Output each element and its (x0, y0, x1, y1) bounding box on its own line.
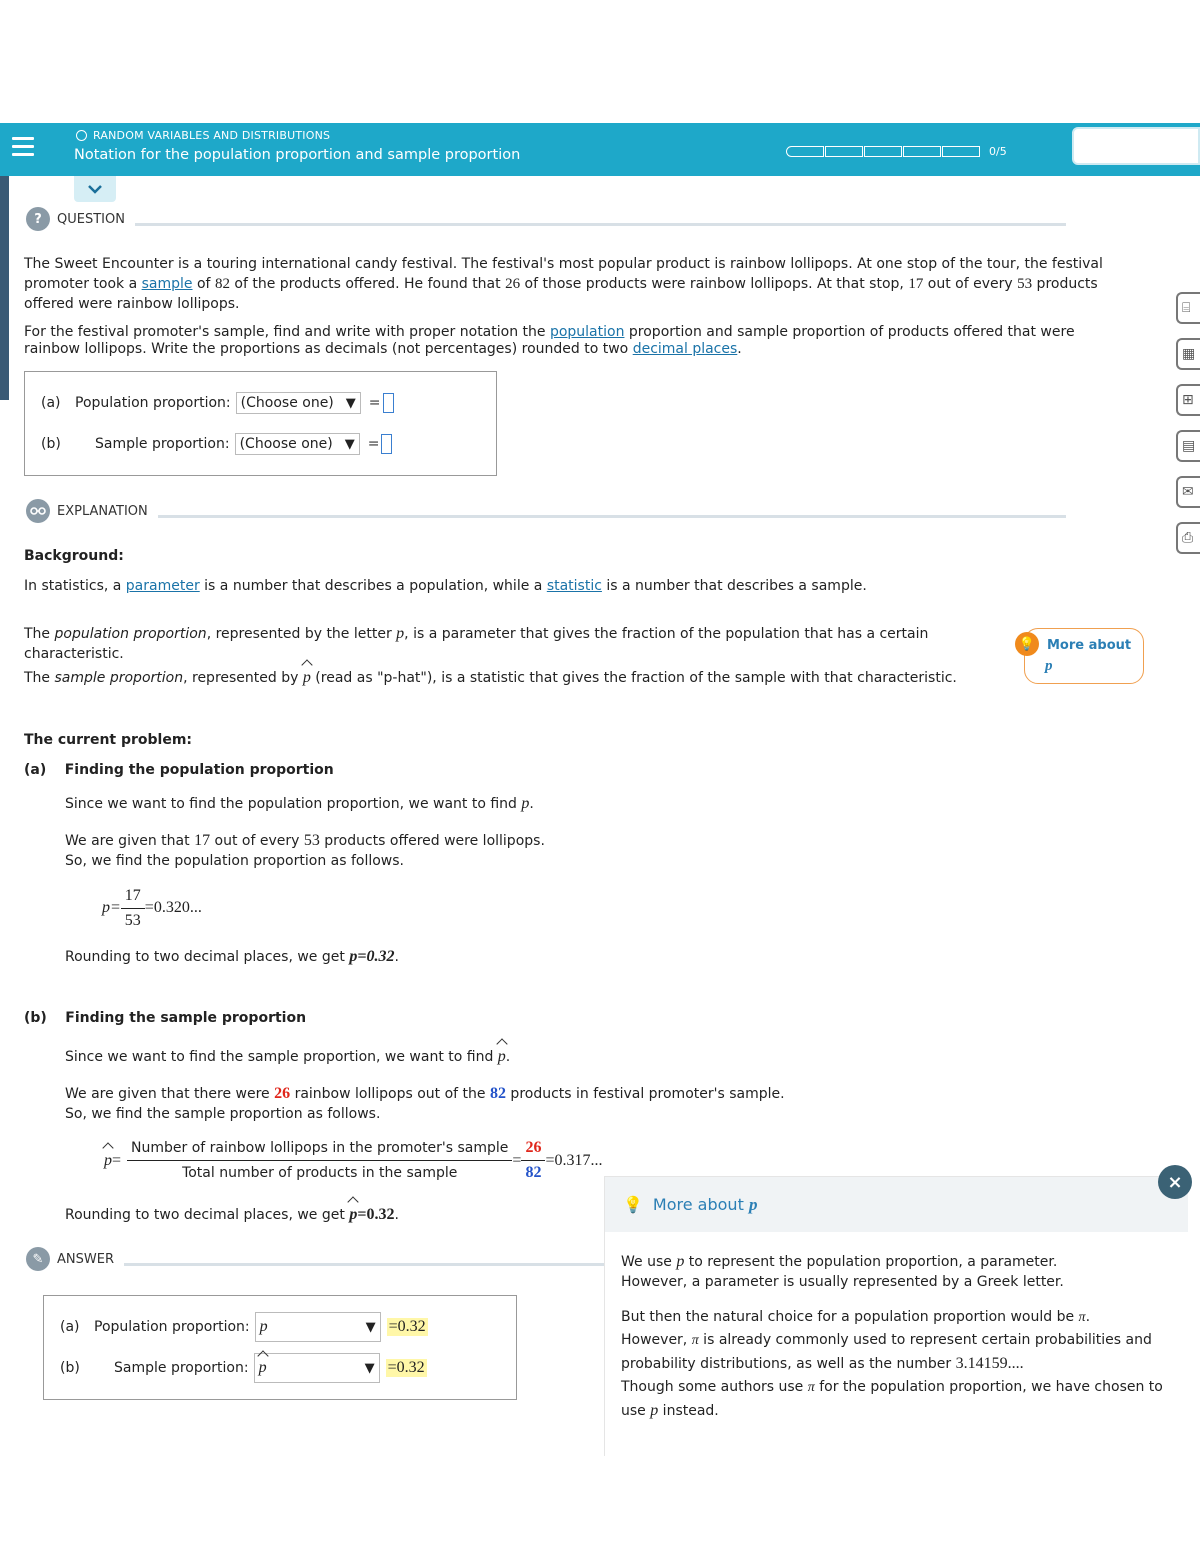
number: 53 (303, 832, 320, 849)
number: 17 (194, 832, 211, 849)
every-count: 53 (1017, 276, 1033, 292)
decimal-places-link[interactable]: decimal places (632, 341, 738, 357)
text: . (737, 341, 742, 357)
text: We use (621, 1254, 677, 1270)
select-value: p (258, 1359, 267, 1376)
text: Since we want to find the population proportion, we want to find (65, 796, 522, 812)
numerator: 17 (121, 886, 145, 909)
dropdown-arrow-icon: ▼ (345, 395, 356, 411)
text: Since we want to find the sample proportion, we want to find (65, 1049, 498, 1065)
progress-segment (864, 146, 902, 157)
pi-symbol: π (691, 1333, 699, 1348)
population-link[interactable]: population (549, 324, 625, 340)
part-letter: (a) (24, 762, 47, 778)
background-text (24, 576, 1134, 596)
topic-row[interactable] (76, 129, 330, 142)
left-side-strip (0, 176, 9, 400)
pencil-icon: ✎ (26, 1247, 50, 1271)
text: (read as "p-hat"), is a statistic that gives the fraction of the sample with that characteristic. (310, 670, 957, 686)
text: is already commonly used to represent certain probabilities and probability distributions, as well as the number (621, 1332, 1152, 1372)
part-b-row (41, 433, 392, 455)
popup-line (621, 1252, 1172, 1272)
numerator: 26 (521, 1138, 545, 1161)
dropdown-arrow-icon: ▼ (364, 1360, 375, 1376)
question-answer-box (24, 371, 497, 476)
progress-segment (903, 146, 941, 157)
text: . (505, 1049, 511, 1065)
top-header-bar (0, 123, 1200, 176)
topic-label: RANDOM VARIABLES AND DISTRIBUTIONS (93, 129, 331, 142)
divider (158, 515, 1066, 518)
p-hat-symbol: p (104, 1151, 112, 1169)
divider (135, 223, 1066, 226)
part-a-line-3: So, we find the population proportion as follows. (65, 853, 405, 869)
highlight-number: 26 (274, 1085, 291, 1102)
sample-link[interactable]: sample (141, 276, 193, 292)
text: of the products offered. He found that (229, 276, 506, 292)
population-proportion-input[interactable] (383, 393, 394, 413)
more-about-symbol: p (1045, 658, 1053, 674)
part-letter: (a) (41, 395, 61, 411)
popup-body (605, 1232, 1188, 1423)
sample-proportion-definition (24, 668, 984, 688)
progress-text: 0/5 (989, 145, 1007, 158)
statistic-link[interactable]: statistic (546, 578, 602, 594)
part-label: Sample proportion: (95, 436, 230, 452)
text: proportion and sample proportion of products offered that were rainbow lollipops. Write the proportions as decimals (not percentages) rounded to two (24, 324, 1075, 357)
part-a-row (41, 392, 394, 414)
text: . (529, 796, 534, 812)
p-hat-symbol: p (349, 1206, 358, 1223)
question-header (26, 207, 1066, 231)
denominator: 53 (124, 912, 141, 929)
p-hat-symbol: p (302, 669, 311, 686)
denominator: 82 (525, 1164, 542, 1181)
question-badge-icon: ? (26, 207, 50, 231)
textbook-icon[interactable]: ▤ (1176, 430, 1200, 462)
lightbulb-icon: 💡 (623, 1195, 643, 1214)
text: to represent the population proportion, a parameter. (684, 1254, 1058, 1270)
text: We are given that (65, 833, 195, 849)
explanation-header (26, 499, 1066, 523)
text: is a number that describes a sample. (601, 578, 867, 594)
text: of (192, 276, 215, 292)
menu-icon[interactable] (12, 137, 34, 159)
part-letter: (a) (60, 1319, 80, 1335)
divider (124, 1263, 606, 1266)
part-a-heading (24, 760, 1134, 780)
explanation-label: EXPLANATION (57, 503, 148, 519)
glasses-icon (26, 499, 50, 523)
header-action-box[interactable] (1072, 127, 1200, 165)
text: products in festival promoter's sample. (505, 1086, 785, 1102)
progress-segment (786, 146, 824, 157)
part-a-line-2 (65, 831, 1065, 851)
text: products offered were rainbow lollipops. (24, 276, 1098, 312)
text: . (394, 949, 399, 965)
word-fraction (127, 1138, 512, 1183)
text: The (24, 626, 55, 642)
popup-title: More about (652, 1195, 744, 1214)
equation-rhs: =0.320... (144, 899, 202, 917)
part-b-heading (24, 1008, 1134, 1028)
population-proportion-select[interactable] (236, 392, 361, 414)
denominator: Total number of products in the sample (182, 1165, 458, 1181)
select-value: p (259, 1318, 268, 1335)
text: out of every (210, 833, 304, 849)
text: . (394, 1207, 399, 1223)
part-label: Sample proportion: (114, 1360, 249, 1376)
answer-box (43, 1295, 517, 1400)
popup-line (621, 1329, 1172, 1376)
part-letter: (b) (60, 1360, 80, 1376)
progress-segment (825, 146, 863, 157)
text: , represented by (183, 670, 303, 686)
text: . (1085, 1309, 1091, 1325)
answer-sample-select (254, 1353, 380, 1383)
formula-icon[interactable]: ⌸ (1176, 292, 1200, 324)
p-symbol: p (396, 625, 405, 642)
equals-sign: = (112, 1151, 122, 1169)
background-title: Background: (24, 548, 124, 564)
p-symbol: p (676, 1253, 685, 1270)
answer-value: =0.32 (388, 1318, 426, 1335)
collapse-tab[interactable] (74, 176, 116, 202)
sample-proportion-select[interactable] (235, 433, 360, 455)
text: for the population proportion, we have chosen to use (621, 1379, 1163, 1419)
part-a-rounding (65, 947, 1065, 967)
text: The Sweet Encounter is a touring international candy festival. The festival's most popular product is rainbow lollipops. At one stop of the tour, the festival promoter took a (24, 256, 1103, 292)
text: is a number that describes a population, while a (199, 578, 547, 594)
result: p=0.32 (349, 948, 395, 965)
equation-lhs: p= (102, 899, 121, 917)
popup-header (605, 1177, 1188, 1232)
lesson-title: Notation for the population proportion and sample proportion (74, 147, 521, 163)
text: In statistics, a (24, 578, 126, 594)
fraction (121, 886, 145, 931)
text: rainbow lollipops out of the (290, 1086, 490, 1102)
sample-proportion-input[interactable] (381, 434, 392, 454)
pi-value: 3.14159.... (955, 1355, 1024, 1372)
result: =0.32 (357, 1206, 395, 1223)
p-symbol: p (521, 795, 530, 812)
part-a-line-1 (65, 794, 1065, 814)
part-letter: (b) (24, 1010, 47, 1026)
more-about-popup (604, 1176, 1188, 1456)
select-value: (Choose one) (240, 395, 334, 411)
equals-sign: = (368, 395, 381, 411)
part-title: Finding the sample proportion (65, 1010, 307, 1026)
more-about-p-button[interactable] (1018, 628, 1144, 684)
progress-segment (942, 146, 980, 157)
population-proportion-definition (24, 624, 964, 664)
text: out of every (923, 276, 1018, 292)
part-letter: (b) (41, 436, 61, 452)
highlight-number: 82 (489, 1085, 506, 1102)
mail-icon[interactable]: ✉ (1176, 476, 1200, 508)
text: Though some authors use (621, 1379, 808, 1395)
popup-line (621, 1376, 1172, 1423)
part-b-line-2 (65, 1084, 1065, 1104)
text: We are given that there were (65, 1086, 275, 1102)
text: For the festival promoter's sample, find and write with proper notation the (24, 324, 550, 340)
text: , represented by the letter (206, 626, 397, 642)
part-a-equation (102, 886, 1102, 931)
part-b-line-1 (65, 1047, 1065, 1067)
sample-size: 82 (214, 276, 230, 292)
answer-header (26, 1247, 606, 1271)
answer-part-b-row (60, 1353, 427, 1383)
more-about-label: More about (1047, 638, 1132, 653)
close-icon[interactable]: × (1158, 1165, 1192, 1199)
answer-value: =0.32 (387, 1359, 425, 1376)
lightbulb-icon: 💡 (1015, 632, 1039, 656)
numerator: Number of rainbow lollipops in the promoter's sample (127, 1138, 512, 1161)
current-problem-title: The current problem: (24, 732, 193, 748)
term: sample proportion (54, 670, 184, 686)
part-label: Population proportion: (75, 395, 231, 411)
dropdown-arrow-icon: ▼ (344, 436, 355, 452)
number-fraction (521, 1138, 545, 1183)
answer-population-select (255, 1312, 381, 1342)
question-paragraph-1 (24, 254, 1134, 314)
question-label: QUESTION (57, 211, 125, 227)
popup-title-symbol: p (748, 1194, 758, 1214)
equals-sign: = (512, 1151, 522, 1169)
calculator-icon[interactable]: ▦ (1176, 338, 1200, 370)
popup-line: However, a parameter is usually represented by a Greek letter. (621, 1274, 1064, 1290)
part-label: Population proportion: (94, 1319, 250, 1335)
popup-line (621, 1306, 1172, 1329)
text: instead. (658, 1403, 719, 1419)
select-value: (Choose one) (239, 436, 333, 452)
p-symbol: p (650, 1402, 659, 1419)
chevron-down-icon (87, 184, 103, 194)
text: However, (621, 1332, 692, 1348)
text: But then the natural choice for a population proportion would be (621, 1309, 1079, 1325)
text: Rounding to two decimal places, we get (65, 1207, 350, 1223)
topic-circle-icon (76, 130, 87, 141)
answer-part-a-row (60, 1312, 428, 1342)
text: , is a parameter that gives the fraction of the population that has a certain characteristic. (24, 626, 929, 662)
question-paragraph-2 (24, 324, 1134, 358)
tool-sidebar (1176, 292, 1200, 568)
dropdown-arrow-icon: ▼ (365, 1319, 376, 1335)
term: population proportion (54, 626, 207, 642)
text: of those products were rainbow lollipops. At that stop, (520, 276, 909, 292)
answer-label: ANSWER (57, 1251, 114, 1267)
out-count: 17 (908, 276, 924, 292)
parameter-link[interactable]: parameter (125, 578, 200, 594)
text: The (24, 670, 55, 686)
lollipop-count: 26 (505, 276, 521, 292)
equation-rhs: =0.317... (545, 1151, 603, 1169)
part-b-line-3: So, we find the sample proportion as follows. (65, 1106, 381, 1122)
progress-bar (786, 145, 1007, 158)
pi-symbol: π (1078, 1310, 1086, 1325)
text: Rounding to two decimal places, we get (65, 949, 350, 965)
equals-sign: = (367, 436, 380, 452)
pi-symbol: π (807, 1380, 815, 1395)
table-icon[interactable]: ⊞ (1176, 384, 1200, 416)
p-hat-symbol: p (497, 1048, 506, 1065)
part-title: Finding the population proportion (64, 762, 334, 778)
print-icon[interactable]: ⎙ (1176, 522, 1200, 554)
text: products offered were lollipops. (319, 833, 545, 849)
